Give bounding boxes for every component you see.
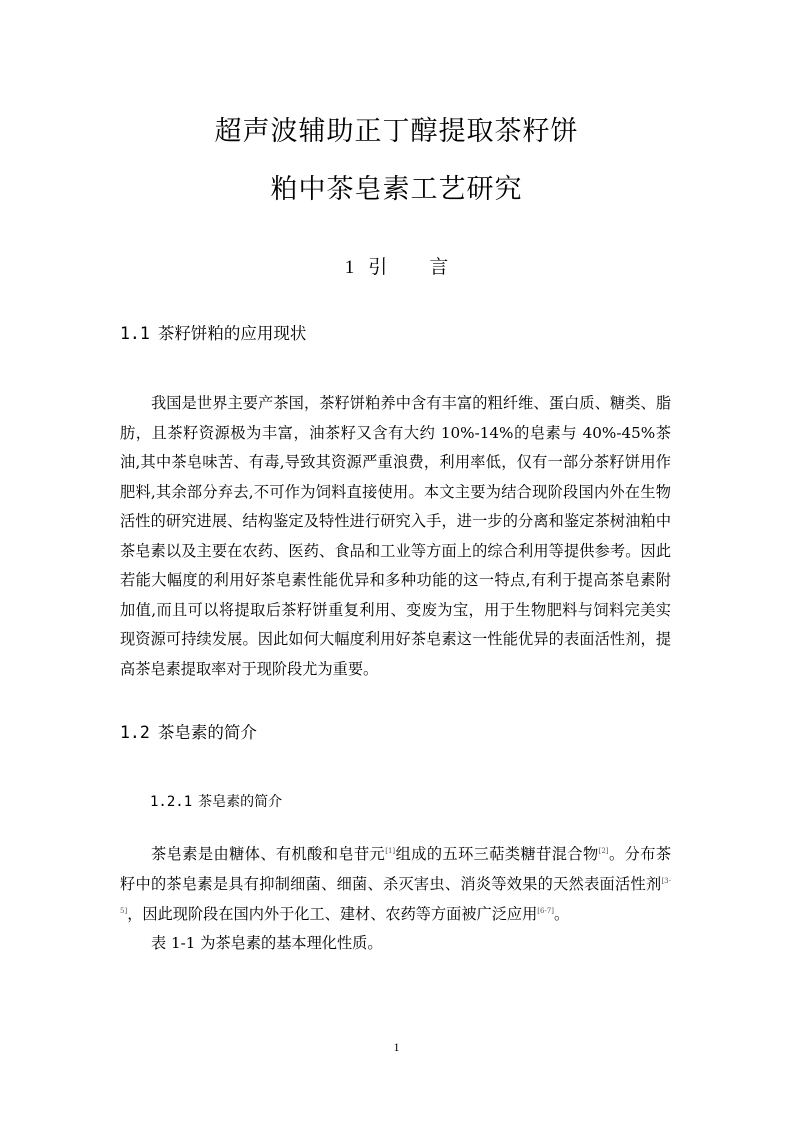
page-number: 1: [393, 1040, 400, 1054]
title-line-2: 粕中茶皂素工艺研究: [270, 174, 523, 205]
body-paragraph-1: 我国是世界主要产茶国，茶籽饼粕养中含有丰富的粗纤维、蛋白质、糖类、脂肪，且茶籽资源极为丰富，油茶籽又含有大约 10%-14%的皂素与 40%-45%茶油,其中茶皂味苦、有毒,导致其资源严重浪费，利用率低，仅有一部分茶籽饼用作肥料,其余部分弃去,不可作为饲料直接使用。本文主要为结合现阶段国内外在生物活性的研究进展、结构鉴定及特性进行研究入手，进一步的分离和鉴定茶树油粕中茶皂素以及主要在农药、医药、食品和工业等方面上的综合利用等提供参考。因此若能大幅度的利用好茶皂素性能优异和多种功能的这一特点,有利于提高茶皂素附加值,而且可以将提取后茶籽饼重复利用、变废为宝，用于生物肥料与饲料完美实现资源可持续发展。因此如何大幅度利用好茶皂素这一性能优异的表面活性剂，提高茶皂素提取率对于现阶段尤为重要。: [120, 394, 671, 678]
citation-ref: [2]: [598, 847, 609, 855]
section-title: 茶皂素的简介: [157, 723, 257, 742]
citation-ref: [6-7]: [537, 907, 554, 915]
subsection-title: 茶皂素的简介: [198, 794, 283, 810]
citation-ref: [3-5]: [120, 877, 671, 915]
body-paragraph-3: 表 1-1 为茶皂素的基本理化性质。: [151, 934, 383, 952]
subsection-heading-1-2-1: [150, 791, 282, 813]
section-heading-1-1: [120, 322, 306, 346]
body-paragraph-2: [120, 839, 671, 929]
chapter-number: 1: [344, 257, 355, 278]
title-line-1: 超声波辅助正丁醇提取茶籽饼: [214, 116, 579, 147]
paragraph-text: ，因此现阶段在国内外于化工、建材、农药等方面被广泛应用: [127, 905, 538, 923]
paragraph-text: 组成的五环三萜类糖苷混合物: [395, 845, 599, 863]
chapter-title-char-1: 引: [368, 256, 388, 278]
chapter-title-char-2: 言: [429, 256, 449, 278]
paragraph-text: 茶皂素是由糖体、有机酸和皂苷元: [151, 845, 386, 863]
section-number: 1.1: [120, 324, 150, 343]
paragraph-text: 。: [553, 905, 570, 923]
citation-ref: [1]: [385, 847, 396, 855]
chapter-heading: [0, 253, 793, 282]
section-title: 茶籽饼粕的应用现状: [157, 324, 307, 343]
subsection-number: 1.2.1: [150, 794, 193, 810]
paragraph-text: 。分布茶籽中的茶皂素是具有抑制细菌、细菌、杀灭害虫、消炎等效果的天然表面活性剂: [120, 845, 672, 893]
section-number: 1.2: [120, 723, 150, 742]
section-heading-1-2: [120, 721, 257, 745]
